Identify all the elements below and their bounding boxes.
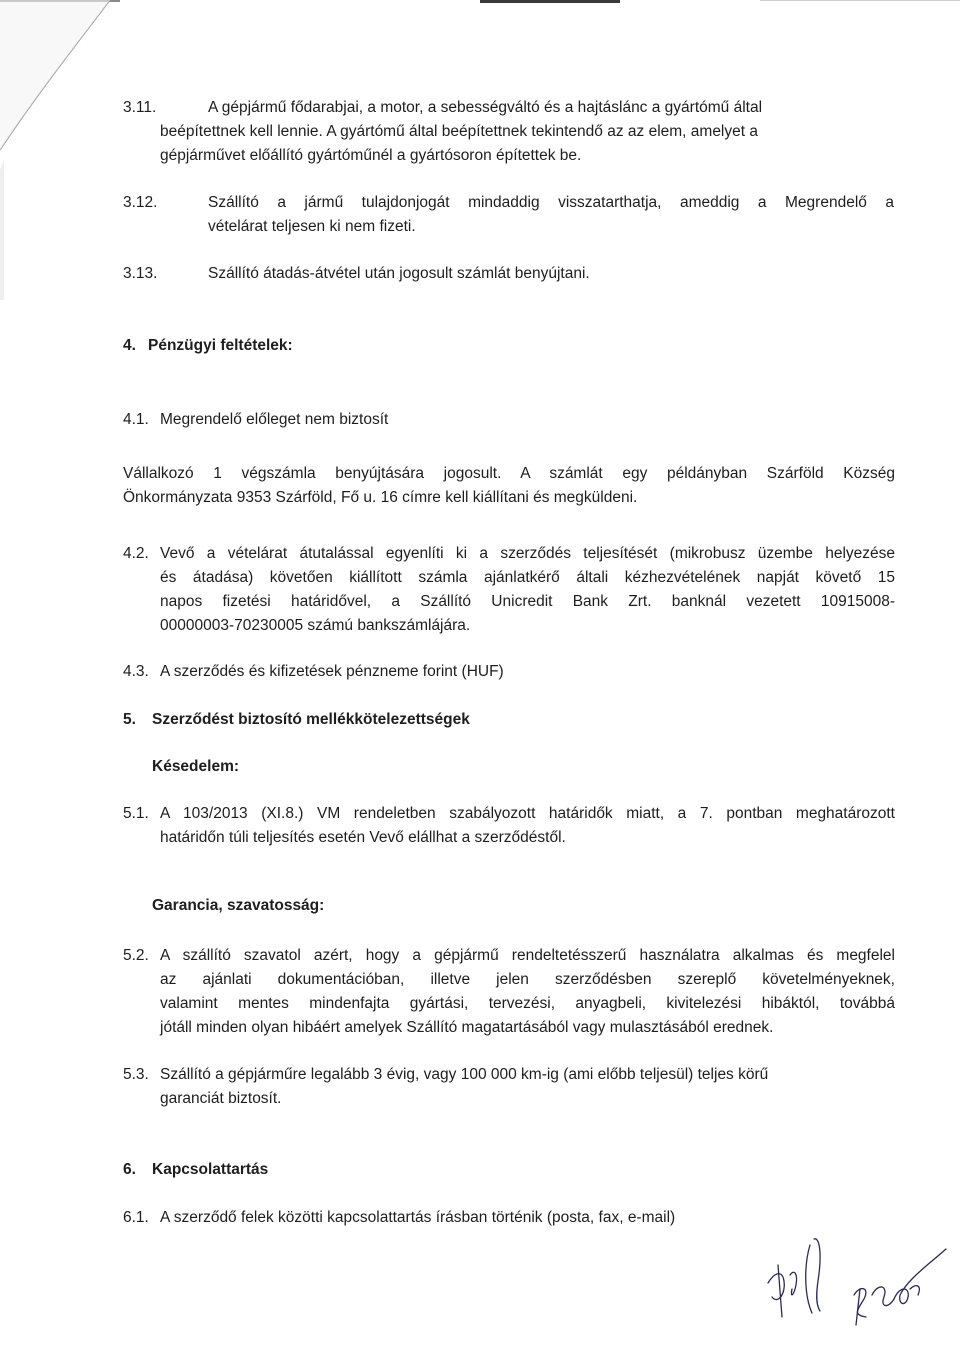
paragraph-line: jótáll minden olyan hibáért amelyek Szállító magatartásából vagy mulasztásából erednek. [160, 1019, 774, 1036]
section-number: 3.13. [123, 265, 158, 282]
paragraph-line: A szállító szavatol azért, hogy a gépjármű rendeltetésszerű használatra alkalmas és megfelel [160, 947, 895, 964]
paragraph-line: beépítettnek kell lennie. A gyártómű által beépítettnek tekintendő az az elem, amelyet a [160, 123, 758, 140]
section-number: 3.12. [123, 194, 158, 211]
paragraph-line: Szállító a jármű tulajdonjogát mindaddig visszatarthatja, ameddig a Megrendelő a [208, 194, 894, 211]
paragraph-line: az ajánlati dokumentációban, illetve jelen szerződésben szereplő követelményeknek, [160, 971, 895, 988]
section-number: 5.2. [123, 947, 149, 964]
paragraph-line: garanciát biztosít. [160, 1090, 282, 1107]
scan-top-edge [0, 0, 960, 6]
paragraph-line: határidőn túli teljesítés esetén Vevő elállhat a szerződéstől. [160, 829, 566, 846]
paragraph-line: Szállító a gépjárműre legalább 3 évig, vagy 100 000 km-ig (ami előbb teljesül) teljes körű [160, 1066, 769, 1083]
paragraph-line: gépjárművet előállító gyártóműnél a gyártósoron építettek be. [160, 147, 582, 164]
heading-number: 6. [123, 1161, 136, 1178]
heading-title: Szerződést biztosító mellékkötelezettségek [152, 711, 470, 728]
paragraph-line: és átadása) követően kiállított számla ajánlatkérő általi kézhezvételének napját követő 15 [160, 569, 895, 586]
paragraph-line: A gépjármű fődarabjai, a motor, a sebességváltó és a hajtáslánc a gyártómű által [208, 99, 763, 116]
section-number: 5.3. [123, 1066, 149, 1083]
section-number: 3.11. [123, 99, 157, 116]
heading-number: 4. [123, 337, 136, 354]
section-number: 4.2. [123, 545, 149, 562]
paragraph-line: Vállalkozó 1 végszámla benyújtására jogosult. A számlát egy példányban Szárföld Község [123, 465, 895, 482]
handwritten-signature [760, 1225, 950, 1335]
paragraph-line: A 103/2013 (XI.8.) VM rendeletben szabályozott határidők miatt, a 7. pontban meghatározott [160, 805, 895, 822]
paragraph-line: Megrendelő előleget nem biztosít [160, 411, 389, 428]
subheading-delay: Késedelem: [152, 758, 240, 775]
subheading-warranty: Garancia, szavatosság: [152, 897, 325, 914]
paragraph-line: Szállító átadás-átvétel után jogosult számlát benyújtani. [208, 265, 590, 282]
paragraph-line: A szerződés és kifizetések pénzneme forint (HUF) [160, 663, 504, 680]
section-number: 4.3. [123, 663, 149, 680]
section-number: 4.1. [123, 411, 149, 428]
paragraph-line: vételárat teljesen ki nem fizeti. [208, 218, 416, 235]
section-number: 6.1. [123, 1209, 149, 1226]
heading-title: Pénzügyi feltételek: [148, 337, 293, 354]
paragraph-line: Önkormányzata 9353 Szárföld, Fő u. 16 címre kell kiállítani és megküldeni. [123, 489, 638, 506]
paragraph-line: A szerződő felek közötti kapcsolattartás írásban történik (posta, fax, e-mail) [160, 1209, 676, 1226]
heading-number: 5. [123, 711, 136, 728]
paragraph-line: 00000003-70230005 számú bankszámlájára. [160, 617, 471, 634]
section-number: 5.1. [123, 805, 149, 822]
paragraph-line: napos fizetési határidővel, a Szállító Unicredit Bank Zrt. banknál vezetett 10915008- [160, 593, 895, 610]
paragraph-line: valamint mentes mindenfajta gyártási, tervezési, anyagbeli, kivitelezési hibáktól, továbbá [160, 995, 895, 1012]
heading-title: Kapcsolattartás [152, 1161, 269, 1178]
paragraph-line: Vevő a vételárat átutalással egyenlíti ki a szerződés teljesítését (mikrobusz üzembe helyezése [160, 545, 895, 562]
